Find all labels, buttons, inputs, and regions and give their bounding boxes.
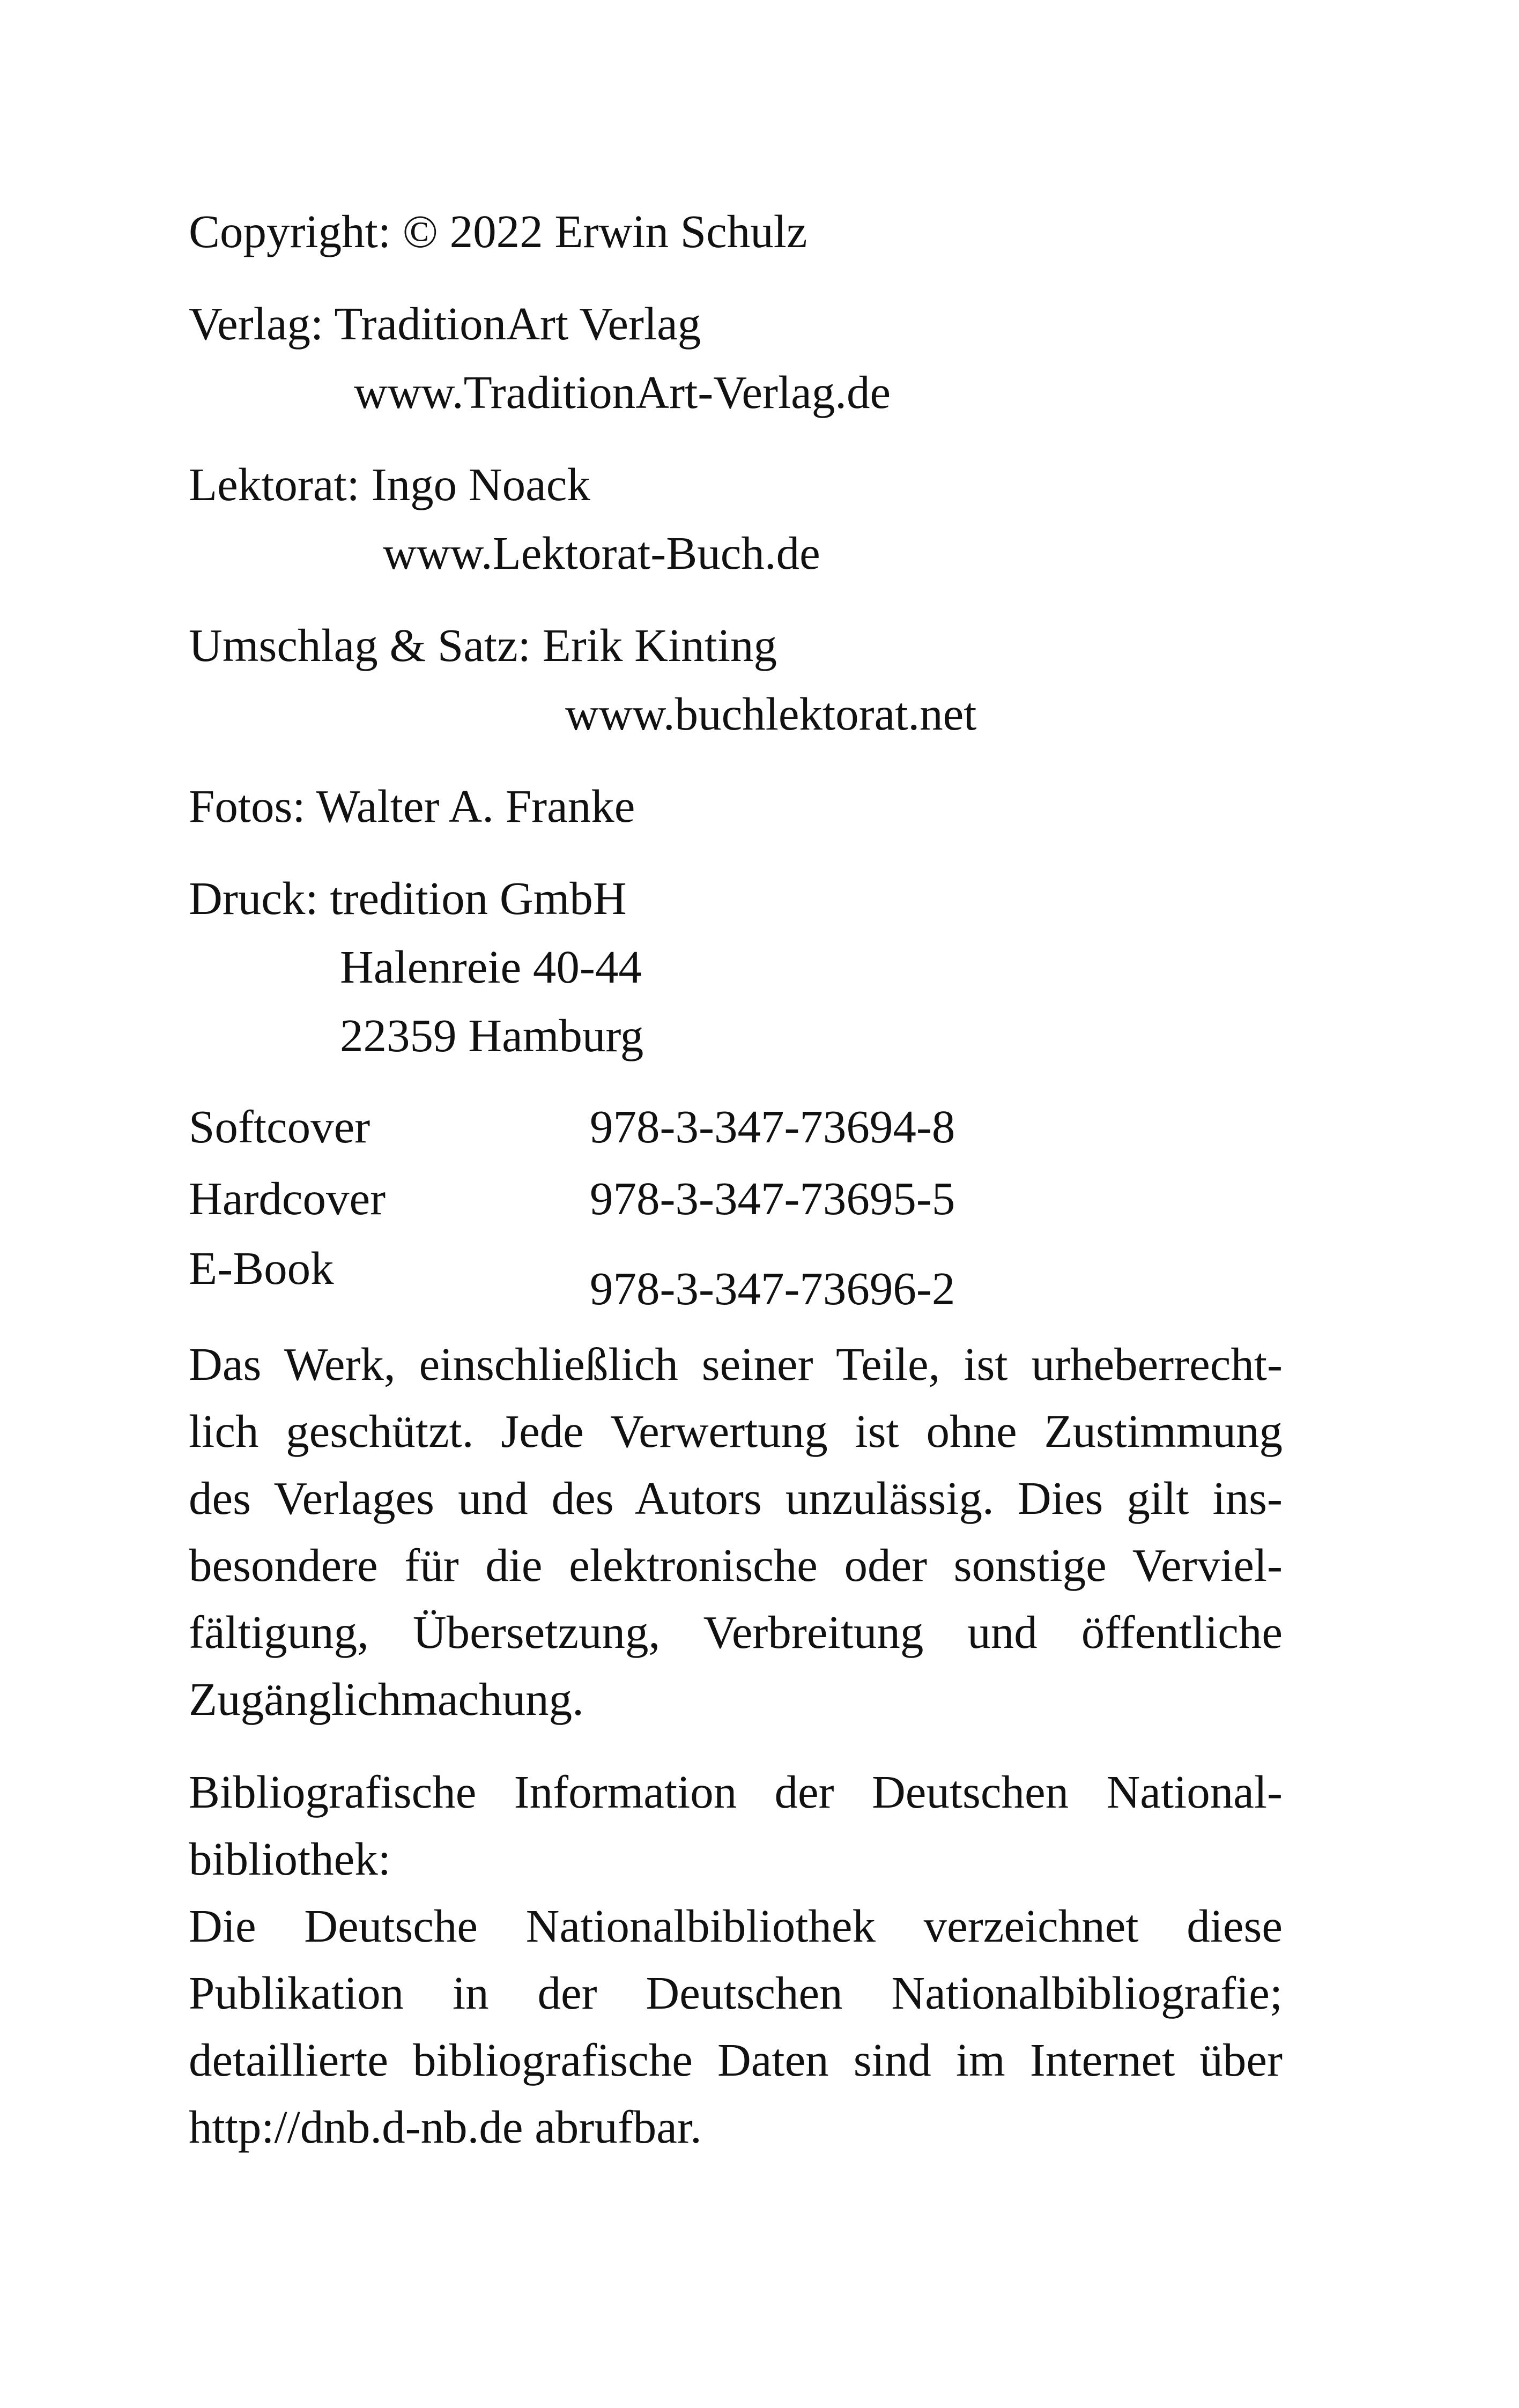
isbn-value-hardcover: 978-3-347-73695-5 xyxy=(590,1172,955,1224)
biblio-line: http://dnb.d-nb.de abrufbar. xyxy=(189,2101,702,2153)
lektorat-line: Lektorat: Ingo Noack xyxy=(189,458,590,510)
imprint-page xyxy=(189,0,1283,2408)
rights-line: Zugänglichmachung. xyxy=(189,1673,584,1725)
isbn-label-softcover: Softcover xyxy=(189,1101,371,1153)
lektorat-url: www.Lektorat-Buch.de xyxy=(383,527,820,579)
biblio-line: Die Deutsche Nationalbibliothek verzeichnet diese xyxy=(189,1900,1283,1952)
isbn-value-softcover: 978-3-347-73694-8 xyxy=(590,1101,955,1153)
biblio-heading xyxy=(189,1758,1283,1892)
isbn-label-hardcover: Hardcover xyxy=(189,1172,386,1224)
biblio-line: Publikation in der Deutschen Nationalbibliografie; xyxy=(189,1967,1283,2019)
verlag-url: www.TraditionArt-Verlag.de xyxy=(354,366,891,418)
rights-paragraph xyxy=(189,1331,1283,1733)
isbn-value-ebook: 978-3-347-73696-2 xyxy=(590,1262,955,1314)
rights-line: Das Werk, einschließlich seiner Teile, ist urheberrecht- xyxy=(189,1338,1283,1390)
druck-line: Druck: tredition GmbH xyxy=(189,872,627,924)
druck-city: 22359 Hamburg xyxy=(340,1009,644,1061)
biblio-line: detaillierte bibliografische Daten sind im Internet über xyxy=(189,2034,1283,2086)
druck-street: Halenreie 40-44 xyxy=(340,941,642,993)
rights-line: des Verlages und des Autors unzulässig. Dies gilt ins- xyxy=(189,1472,1283,1524)
umschlag-url: www.buchlektorat.net xyxy=(565,688,977,740)
rights-line: fältigung, Übersetzung, Verbreitung und öffentliche xyxy=(189,1606,1283,1658)
verlag-line: Verlag: TraditionArt Verlag xyxy=(189,298,701,350)
biblio-paragraph xyxy=(189,1892,1283,2160)
biblio-heading-line: Bibliografische Information der Deutschen National- xyxy=(189,1766,1283,1818)
isbn-label-ebook: E-Book xyxy=(189,1242,334,1294)
fotos-line: Fotos: Walter A. Franke xyxy=(189,780,635,832)
biblio-heading-line: bibliothek: xyxy=(189,1833,391,1885)
copyright-line: Copyright: © 2022 Erwin Schulz xyxy=(189,205,807,257)
rights-line: lich geschützt. Jede Verwertung ist ohne Zustimmung xyxy=(189,1405,1283,1457)
umschlag-line: Umschlag & Satz: Erik Kinting xyxy=(189,619,777,671)
rights-line: besondere für die elektronische oder sonstige Verviel- xyxy=(189,1539,1283,1591)
